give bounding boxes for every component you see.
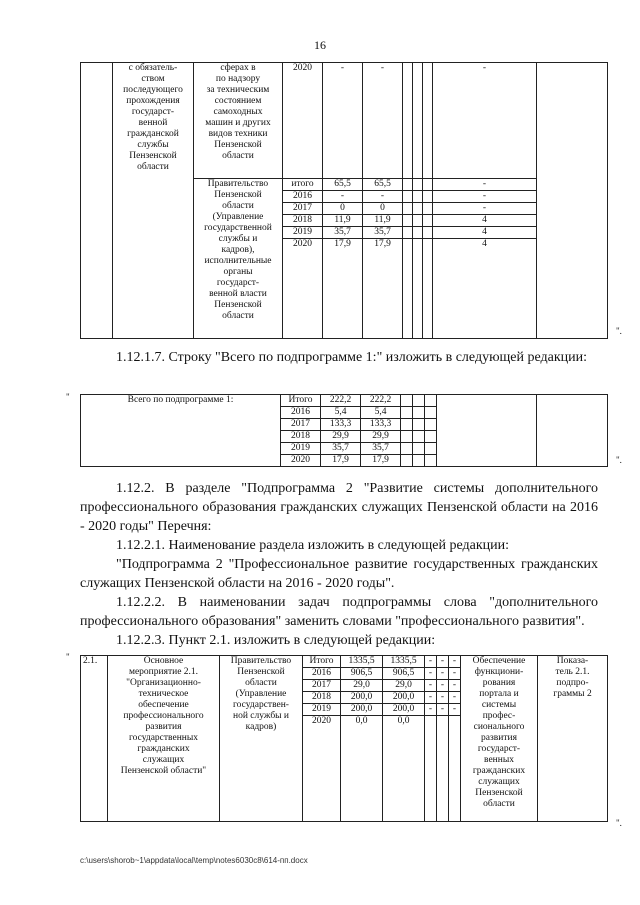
table-subprogram1-continued: с обязатель- ством последующего прохождения государст- венной гражданской службы Пензенской области сферах в по надзору за техническим состоянием самоходных машин и других видов техники Пензенской области 2020 - - - Правительство Пензенской области (Управление государственной службы и кадров), исполнительные органы государст- венной власти Пензенской области итого 65,5 65,5 - 2016 - - - 2017 0 0 - 2018 11,9 11,9 4 2019 35,7 35,7 4 2020 17,9 17,9 4 bbox=[80, 62, 608, 339]
table-row: 2019 35,7 35,7 4 bbox=[81, 227, 608, 239]
table-row: 2016 5,4 5,4 bbox=[81, 407, 608, 419]
closing-quote: ". bbox=[616, 455, 622, 465]
opening-quote: " bbox=[66, 392, 70, 402]
closing-quote: ". bbox=[616, 818, 622, 828]
table-row: 2016 906,5 906,5 - - - bbox=[81, 668, 608, 680]
table-row: 2016 - - - bbox=[81, 191, 608, 203]
table-row: 2017 0 0 - bbox=[81, 203, 608, 215]
table-row: 2020 17,9 17,9 4 bbox=[81, 239, 608, 339]
table-row: 2020 0,0 0,0 bbox=[81, 716, 608, 822]
paragraph-1-12-2-3: 1.12.2.3. Пункт 2.1. изложить в следующей редакции: bbox=[116, 633, 436, 648]
table-row: Всего по подпрограмме 1: Итого 222,2 222,2 bbox=[81, 395, 608, 407]
table-row: 2018 200,0 200,0 - - - bbox=[81, 692, 608, 704]
closing-quote: ". bbox=[616, 326, 622, 336]
table-total-subprogram1 bbox=[80, 394, 608, 467]
table-item-2-1 bbox=[80, 655, 608, 822]
paragraph-1-12-2: 1.12.2. В разделе "Подпрограмма 2 "Развитие системы дополнительного профессионального образования гражданских служащих Пензенской области на 2016 - 2020 годы" Перечня: bbox=[80, 481, 598, 534]
table-row: 2018 11,9 11,9 4 bbox=[81, 215, 608, 227]
table-row: 2020 17,9 17,9 bbox=[81, 455, 608, 467]
supervision-cell: сферах в по надзору за техническим состоянием самоходных машин и других видов техники Пензенской области bbox=[194, 63, 283, 179]
page-number: 16 bbox=[314, 38, 326, 52]
table-row: 2018 29,9 29,9 bbox=[81, 431, 608, 443]
table-row: 2019 200,0 200,0 - - - bbox=[81, 704, 608, 716]
indicator-cell: Показа- тель 2.1. подпро- граммы 2 bbox=[538, 656, 608, 822]
obligation-cell: с обязатель- ством последующего прохождения государст- венной гражданской службы Пензенской области bbox=[113, 63, 194, 339]
opening-quote: " bbox=[66, 652, 70, 662]
total-label: Всего по подпрограмме 1: bbox=[81, 395, 281, 467]
footer-file-path: c:\users\shorob~1\appdata\local\temp\notes6030c8\614-пп.docx bbox=[80, 856, 308, 865]
item-number: 2.1. bbox=[81, 656, 108, 822]
paragraph-1-12-2-1: 1.12.2.1. Наименование раздела изложить в следующей редакции: bbox=[116, 538, 510, 553]
executor-cell: Правительство Пензенской области (Управление государствен- ной службы и кадров) bbox=[220, 656, 303, 822]
executor-cell: Правительство Пензенской области (Управление государственной службы и кадров), исполнительные органы государст- венной власти Пензенской области bbox=[194, 179, 283, 339]
table-row: 2.1. Основное мероприятие 2.1. "Организационно- техническое обеспечение профессионального развития государственных гражданских служащих Пензенской области" Правительство Пензенской области (Управление государствен- ной службы и кадров) Итого 1335,5 1335,5 - - - Обеспечение функциони- рования портала и системы профес- сионального развития государст- венных гражданских служащих Пензенской области Показа- тель 2.1. подпро- граммы 2 bbox=[81, 656, 608, 668]
paragraph-subprogram2-title: "Подпрограмма 2 "Профессиональное развитие государственных гражданских служащих Пензенской области на 2016 - 2020 годы". bbox=[80, 557, 598, 591]
table-row: 2017 29,0 29,0 - - - bbox=[81, 680, 608, 692]
table-row: 2017 133,3 133,3 bbox=[81, 419, 608, 431]
table-row: Правительство Пензенской области (Управление государственной службы и кадров), исполнительные органы государст- венной власти Пензенской области итого 65,5 65,5 - bbox=[81, 179, 608, 191]
event-cell: Основное мероприятие 2.1. "Организационно- техническое обеспечение профессионального развития государственных гражданских служащих Пензенской области" bbox=[108, 656, 220, 822]
paragraph-1-12-1-7: 1.12.1.7. Строку "Всего по подпрограмме 1:" изложить в следующей редакции: bbox=[116, 350, 588, 365]
result-cell: Обеспечение функциони- рования портала и системы профес- сионального развития государст- венных гражданских служащих Пензенской области bbox=[461, 656, 538, 822]
table-row: 2019 35,7 35,7 bbox=[81, 443, 608, 455]
paragraph-1-12-2-2: 1.12.2.2. В наименовании задач подпрограммы слова "дополнительного профессионального образования" заменить словами "профессионального развития". bbox=[80, 595, 598, 629]
